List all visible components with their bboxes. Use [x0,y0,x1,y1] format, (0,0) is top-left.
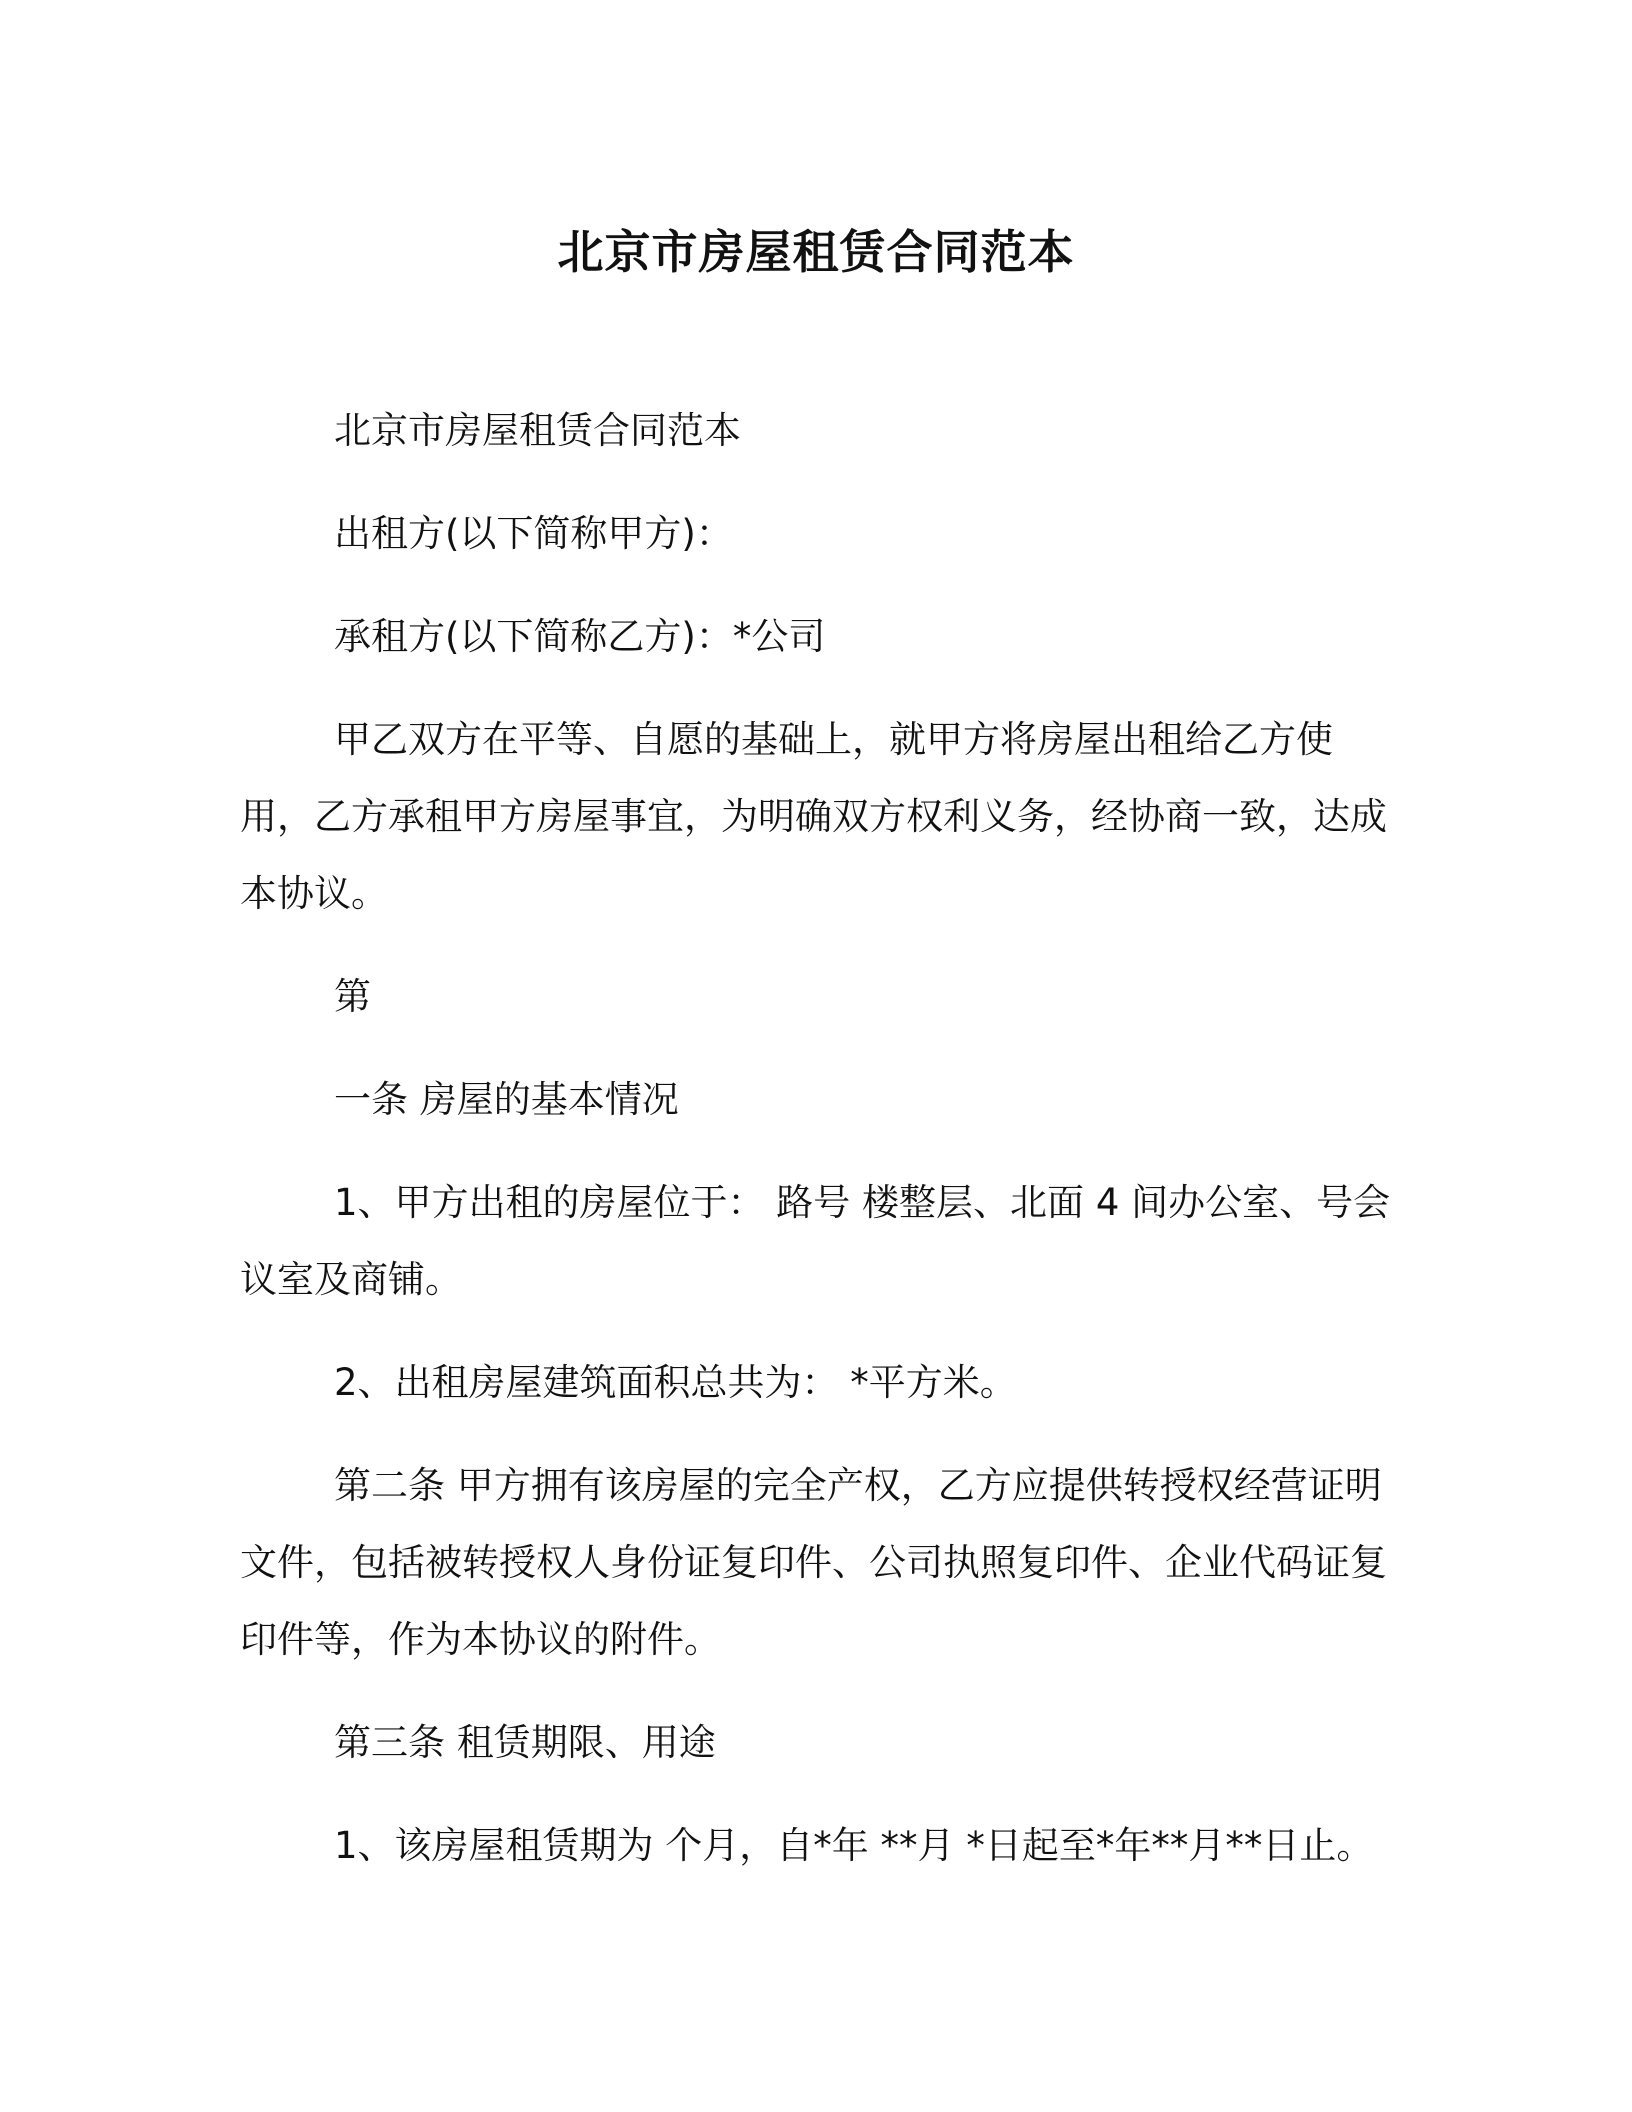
paragraph-article-1-heading: 一条 房屋的基本情况 [334,1078,679,1121]
paragraph-subtitle: 北京市房屋租赁合同范本 [334,409,741,452]
paragraph-article-1-item-2: 2、出租房屋建筑面积总共为： *平方米。 [334,1361,1017,1404]
paragraph-article-3-heading: 第三条 租赁期限、用途 [334,1721,716,1764]
paragraph-article-1-item-1: 1、甲方出租的房屋位于： 路号 楼整层、北面 4 间办公室、号会议室及商铺。 [240,1181,1391,1301]
document-title: 北京市房屋租赁合同范本 [557,225,1075,279]
paragraph-lessor: 出租方(以下简称甲方)： [334,512,733,555]
paragraph-article-3-item-1: 1、该房屋租赁期为 个月，自*年 **月 *日起至*年**月**日止。 [334,1824,1374,1867]
paragraph-article-2: 第二条 甲方拥有该房屋的完全产权，乙方应提供转授权经营证明文件，包括被转授权人身份证复印件、公司执照复印件、企业代码证复印件等，作为本协议的附件。 [240,1464,1387,1661]
document-body [240,392,1400,1910]
paragraph-article-label: 第 [334,975,371,1018]
paragraph-lessee: 承租方(以下简称乙方)：*公司 [334,615,826,658]
paragraph-preamble: 甲乙双方在平等、自愿的基础上，就甲方将房屋出租给乙方使用，乙方承租甲方房屋事宜，为明确双方权利义务，经协商一致，达成本协议。 [240,718,1387,915]
